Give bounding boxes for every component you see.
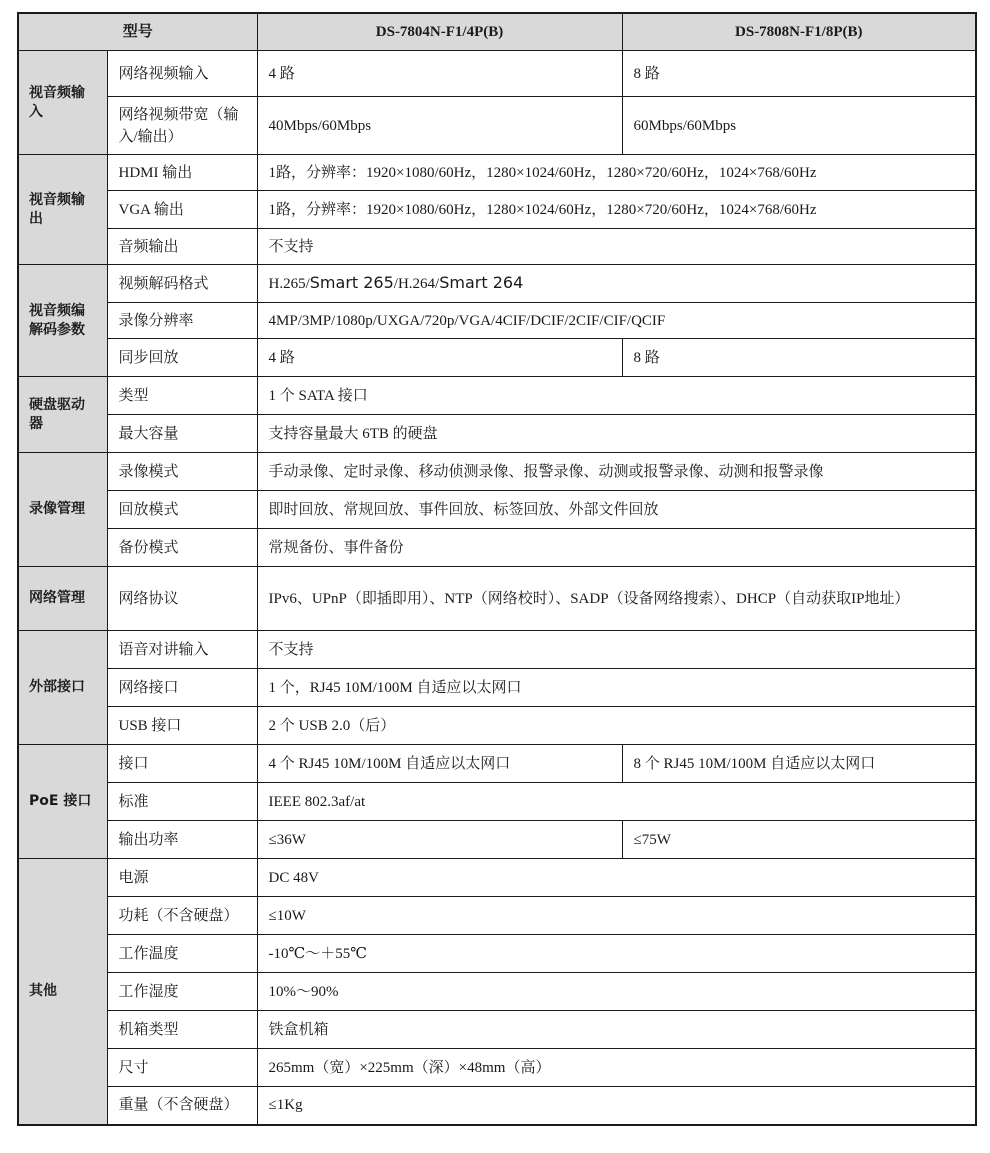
item-label: 工作湿度 (107, 973, 257, 1011)
item-label: 重量（不含硬盘） (107, 1087, 257, 1125)
value-b: 8 路 (622, 51, 976, 97)
value: 1 个，RJ45 10M/100M 自适应以太网口 (257, 669, 976, 707)
value: 1路，分辨率：1920×1080/60Hz，1280×1024/60Hz，1280×720/60Hz，1024×768/60Hz (257, 191, 976, 229)
table-row (18, 1087, 976, 1125)
table-row (18, 191, 976, 229)
model-label: 型号 (18, 13, 257, 51)
category-hdd: 硬盘驱动器 (18, 377, 107, 453)
value-a: 40Mbps/60Mbps (257, 97, 622, 155)
item-label: 语音对讲输入 (107, 631, 257, 669)
item-label: 电源 (107, 859, 257, 897)
table-row (18, 821, 976, 859)
item-label: 录像分辨率 (107, 303, 257, 339)
value: 常规备份、事件备份 (257, 529, 976, 567)
spec-table (17, 12, 977, 1126)
item-label: 回放模式 (107, 491, 257, 529)
table-row (18, 669, 976, 707)
value-b: ≤75W (622, 821, 976, 859)
category-poe: PoE 接口 (18, 745, 107, 859)
table-row (18, 1011, 976, 1049)
value-a: 4 个 RJ45 10M/100M 自适应以太网口 (257, 745, 622, 783)
codec-h264: /H.264/ (393, 276, 440, 292)
item-label: 标准 (107, 783, 257, 821)
item-label: USB 接口 (107, 707, 257, 745)
category-av-input: 视音频输入 (18, 51, 107, 155)
item-label: 工作温度 (107, 935, 257, 973)
value-a: ≤36W (257, 821, 622, 859)
value-a: 4 路 (257, 339, 622, 377)
item-label: HDMI 输出 (107, 155, 257, 191)
table-row (18, 155, 976, 191)
table-row (18, 1049, 976, 1087)
item-label: VGA 输出 (107, 191, 257, 229)
value: IEEE 802.3af/at (257, 783, 976, 821)
table-row (18, 415, 976, 453)
item-label: 最大容量 (107, 415, 257, 453)
value: 4MP/3MP/1080p/UXGA/720p/VGA/4CIF/DCIF/2CIF/CIF/QCIF (257, 303, 976, 339)
table-row (18, 229, 976, 265)
table-row (18, 973, 976, 1011)
table-row (18, 935, 976, 973)
value: ≤10W (257, 897, 976, 935)
table-row (18, 51, 976, 97)
item-label: 机箱类型 (107, 1011, 257, 1049)
item-label: 视频解码格式 (107, 265, 257, 303)
item-label: 网络接口 (107, 669, 257, 707)
table-row (18, 897, 976, 935)
value-b: 60Mbps/60Mbps (622, 97, 976, 155)
codec-smart265: Smart 265 (309, 273, 394, 292)
table-row (18, 859, 976, 897)
table-row (18, 745, 976, 783)
category-av-output: 视音频输出 (18, 155, 107, 265)
table-row (18, 303, 976, 339)
item-label: 网络协议 (107, 567, 257, 631)
table-row (18, 491, 976, 529)
value: 265mm（宽）×225mm（深）×48mm（高） (257, 1049, 976, 1087)
value: 即时回放、常规回放、事件回放、标签回放、外部文件回放 (257, 491, 976, 529)
category-recording: 录像管理 (18, 453, 107, 567)
item-label: 输出功率 (107, 821, 257, 859)
model-a: DS-7804N-F1/4P(B) (257, 13, 622, 51)
value-a: 4 路 (257, 51, 622, 97)
value: IPv6、UPnP（即插即用）、NTP（网络校时）、SADP（设备网络搜索）、DHCP（自动获取IP地址） (257, 567, 976, 631)
value: -10℃～＋55℃ (257, 935, 976, 973)
value: 10%～90% (257, 973, 976, 1011)
value: 手动录像、定时录像、移动侦测录像、报警录像、动测或报警录像、动测和报警录像 (257, 453, 976, 491)
category-other: 其他 (18, 859, 107, 1125)
value: ≤1Kg (257, 1087, 976, 1125)
table-row (18, 707, 976, 745)
table-row (18, 453, 976, 491)
item-label: 录像模式 (107, 453, 257, 491)
item-label: 备份模式 (107, 529, 257, 567)
item-label: 音频输出 (107, 229, 257, 265)
category-codec: 视音频编解码参数 (18, 265, 107, 377)
value-b: 8 个 RJ45 10M/100M 自适应以太网口 (622, 745, 976, 783)
value: 不支持 (257, 229, 976, 265)
table-row (18, 339, 976, 377)
header-row (18, 13, 976, 51)
table-row (18, 783, 976, 821)
codec-smart264: Smart 264 (439, 273, 524, 292)
value: 2 个 USB 2.0（后） (257, 707, 976, 745)
value (257, 265, 976, 303)
item-label: 类型 (107, 377, 257, 415)
table-row (18, 631, 976, 669)
item-label: 接口 (107, 745, 257, 783)
category-external: 外部接口 (18, 631, 107, 745)
item-label: 尺寸 (107, 1049, 257, 1087)
item-label: 网络视频输入 (107, 51, 257, 97)
value-b: 8 路 (622, 339, 976, 377)
item-label: 功耗（不含硬盘） (107, 897, 257, 935)
table-row (18, 97, 976, 155)
codec-h265: H.265/ (268, 276, 310, 292)
value: 1路，分辨率：1920×1080/60Hz，1280×1024/60Hz，1280×720/60Hz，1024×768/60Hz (257, 155, 976, 191)
value: DC 48V (257, 859, 976, 897)
table-row (18, 265, 976, 303)
value: 支持容量最大 6TB 的硬盘 (257, 415, 976, 453)
value: 1 个 SATA 接口 (257, 377, 976, 415)
model-b: DS-7808N-F1/8P(B) (622, 13, 976, 51)
table-row (18, 529, 976, 567)
value: 铁盒机箱 (257, 1011, 976, 1049)
table-row (18, 377, 976, 415)
item-label: 网络视频带宽（输入/输出） (107, 97, 257, 155)
table-row (18, 567, 976, 631)
category-network: 网络管理 (18, 567, 107, 631)
value: 不支持 (257, 631, 976, 669)
item-label: 同步回放 (107, 339, 257, 377)
